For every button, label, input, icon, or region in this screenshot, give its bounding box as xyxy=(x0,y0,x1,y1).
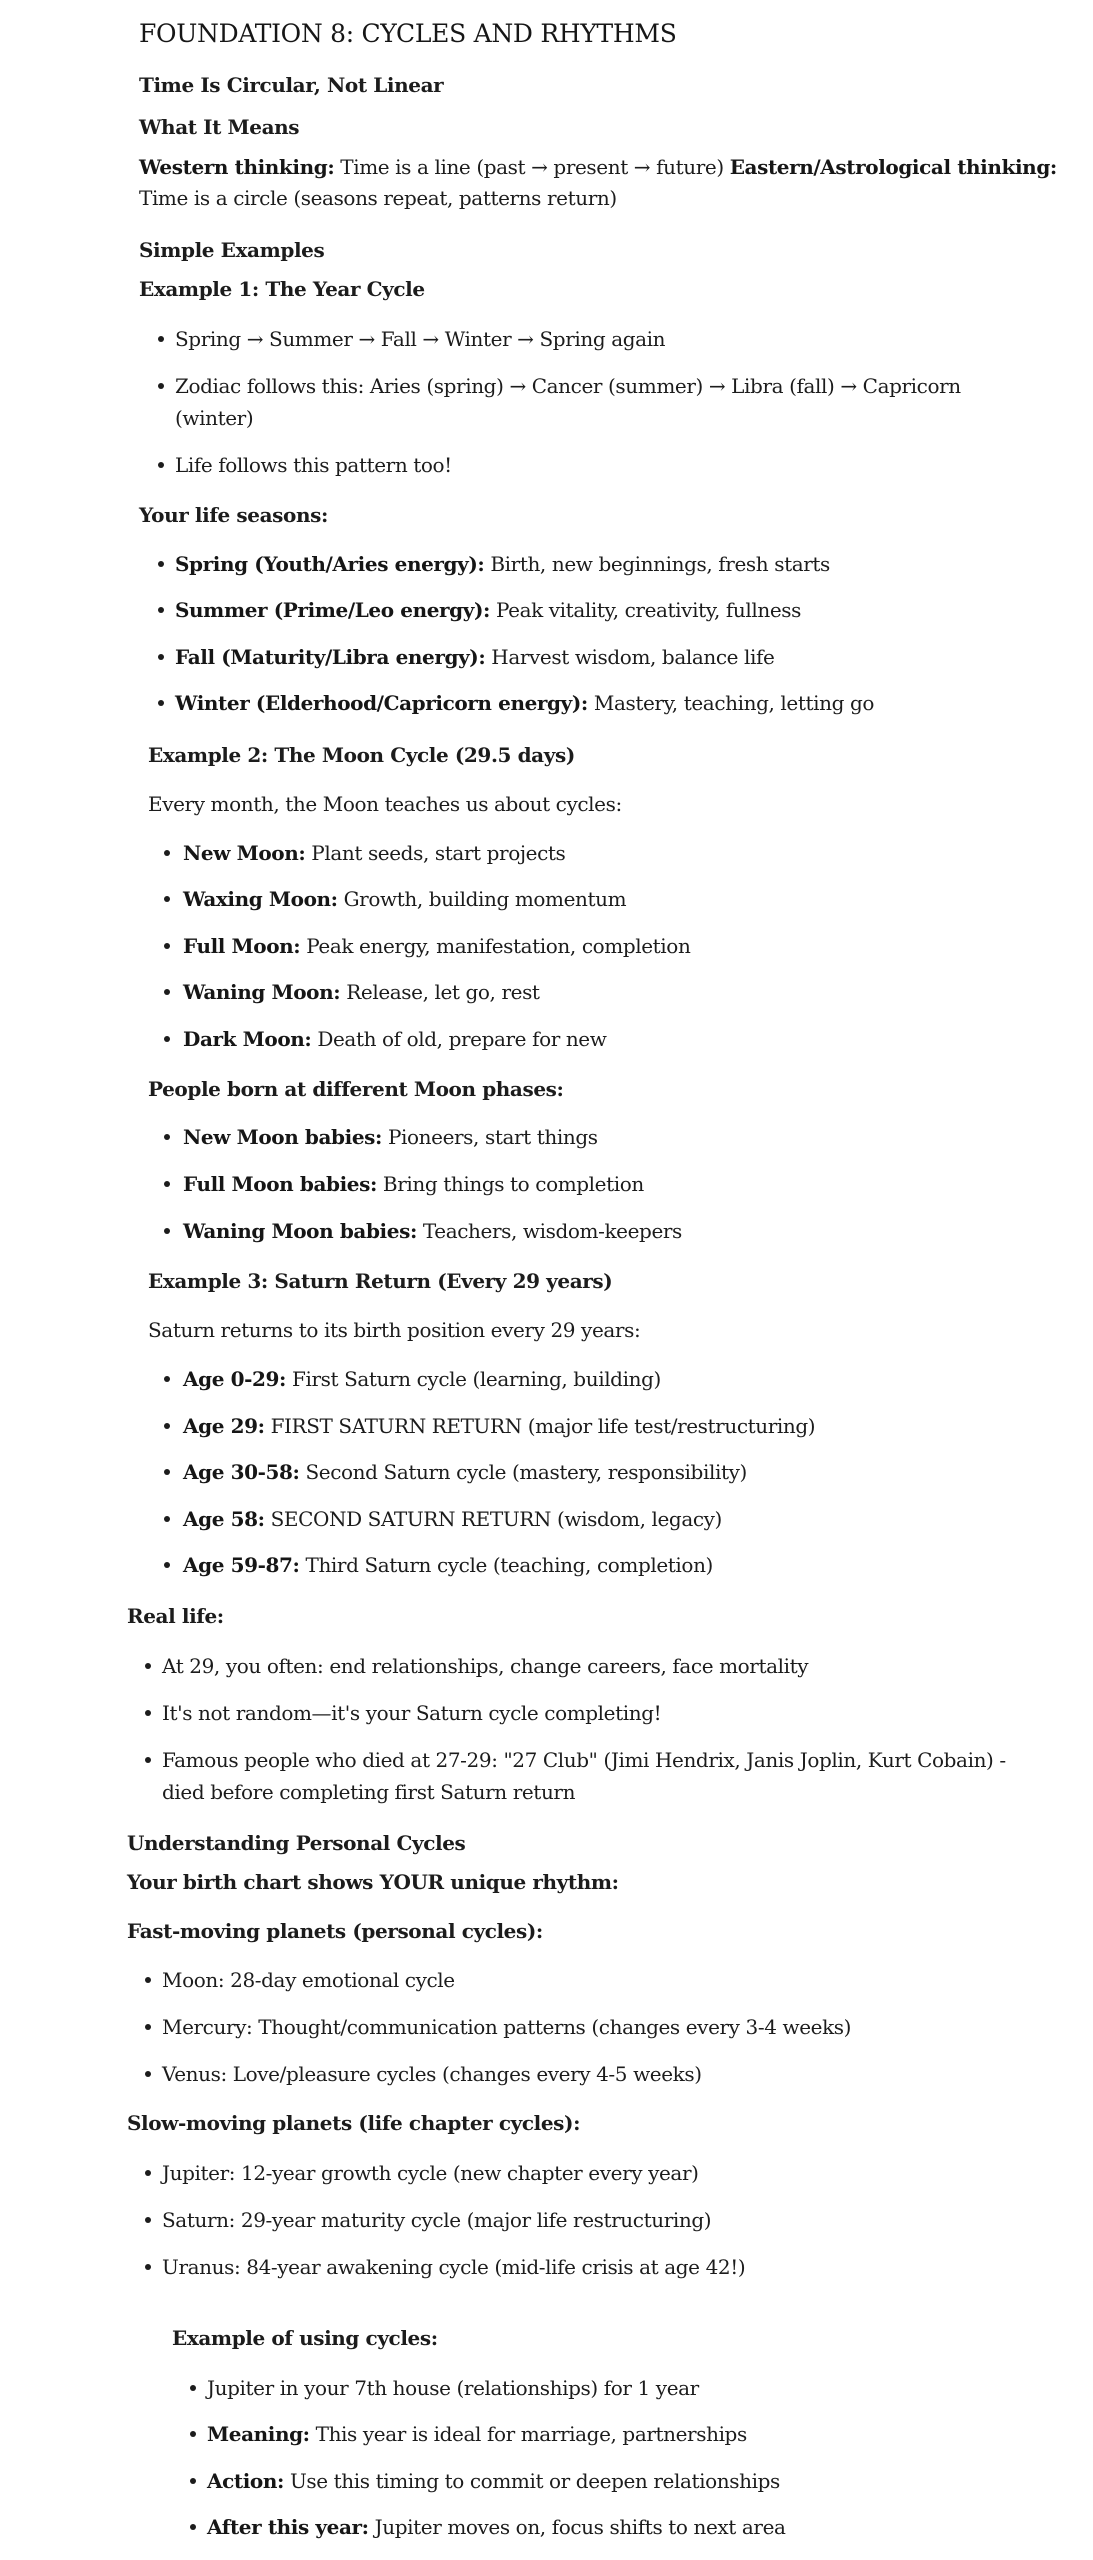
bullet xyxy=(158,336,164,342)
bullet xyxy=(158,462,164,468)
bullet xyxy=(145,1757,151,1763)
bullet xyxy=(164,943,170,949)
using-label: Action: xyxy=(207,2469,284,2493)
list-item: Jupiter: 12-year growth cycle (new chapter every year) xyxy=(162,2161,699,2185)
moon-born-heading: People born at different Moon phases: xyxy=(148,1077,564,1101)
bullet xyxy=(145,2170,151,2176)
phase-text: Plant seeds, start projects xyxy=(305,841,566,865)
babies-label: Full Moon babies: xyxy=(183,1172,377,1196)
bullet xyxy=(164,1469,170,1475)
bullet xyxy=(164,1036,170,1042)
season-text: Birth, new beginnings, fresh starts xyxy=(484,552,830,576)
personal-cycles-heading: Understanding Personal Cycles xyxy=(127,1831,466,1855)
list-item: At 29, you often: end relationships, change careers, face mortality xyxy=(162,1654,809,1678)
list-item xyxy=(207,2469,780,2493)
season-label: Fall (Maturity/Libra energy): xyxy=(175,645,486,669)
using-label: After this year: xyxy=(207,2515,369,2539)
bullet xyxy=(164,1562,170,1568)
using-text: This year is ideal for marriage, partnerships xyxy=(309,2422,747,2446)
subheading-what-it-means: What It Means xyxy=(139,115,300,139)
eastern-thinking-text: Time is a circle (seasons repeat, patterns return) xyxy=(139,186,617,210)
list-item xyxy=(183,1507,722,1531)
page-title: FOUNDATION 8: CYCLES AND RHYTHMS xyxy=(139,19,677,48)
bullet xyxy=(164,1181,170,1187)
list-item xyxy=(183,1125,598,1149)
age-label: Age 58: xyxy=(183,1507,265,1531)
bullet xyxy=(145,1977,151,1983)
section-heading-time-circular: Time Is Circular, Not Linear xyxy=(139,73,444,97)
eastern-label: Eastern/Astrological thinking: xyxy=(729,155,1057,179)
example2-intro: Every month, the Moon teaches us about cycles: xyxy=(148,792,622,816)
season-text: Peak vitality, creativity, fullness xyxy=(490,598,801,622)
bullet xyxy=(145,2217,151,2223)
bullet xyxy=(190,2431,196,2437)
bullet xyxy=(158,700,164,706)
phase-label: Full Moon: xyxy=(183,934,301,958)
list-item xyxy=(207,2422,747,2446)
list-item xyxy=(183,887,626,911)
bullet xyxy=(145,1710,151,1716)
season-label: Summer (Prime/Leo energy): xyxy=(175,598,491,622)
bullet xyxy=(190,2478,196,2484)
life-seasons-heading: Your life seasons: xyxy=(139,503,328,527)
bullet xyxy=(164,1376,170,1382)
bullet xyxy=(158,383,164,389)
list-item: Saturn: 29-year maturity cycle (major life restructuring) xyxy=(162,2208,712,2232)
list-item xyxy=(207,2515,786,2539)
bullet xyxy=(164,1516,170,1522)
bullet xyxy=(158,654,164,660)
phase-label: New Moon: xyxy=(183,841,306,865)
bullet xyxy=(145,1663,151,1669)
phase-text: Release, let go, rest xyxy=(340,980,540,1004)
list-item: Uranus: 84-year awakening cycle (mid-life crisis at age 42!) xyxy=(162,2255,746,2279)
phase-text: Peak energy, manifestation, completion xyxy=(300,934,691,958)
example3-heading: Example 3: Saturn Return (Every 29 years) xyxy=(148,1269,613,1293)
bullet xyxy=(164,1134,170,1140)
list-item: It's not random—it's your Saturn cycle completing! xyxy=(162,1701,662,1725)
phase-label: Dark Moon: xyxy=(183,1027,312,1051)
using-label: Meaning: xyxy=(207,2422,310,2446)
bullet xyxy=(145,2071,151,2077)
list-item xyxy=(183,1367,661,1391)
age-label: Age 59-87: xyxy=(183,1553,300,1577)
age-text: Second Saturn cycle (mastery, responsibility) xyxy=(299,1460,747,1484)
bullet xyxy=(164,896,170,902)
list-item xyxy=(183,1027,606,1051)
phase-text: Growth, building momentum xyxy=(337,887,627,911)
list-item xyxy=(183,1172,644,1196)
babies-label: Waning Moon babies: xyxy=(183,1219,417,1243)
age-label: Age 0-29: xyxy=(183,1367,287,1391)
list-item xyxy=(175,598,801,622)
list-item xyxy=(175,552,830,576)
real-life-heading: Real life: xyxy=(127,1604,224,1628)
list-item xyxy=(183,841,565,865)
age-text: Third Saturn cycle (teaching, completion) xyxy=(299,1553,713,1577)
phase-label: Waxing Moon: xyxy=(183,887,338,911)
using-cycles-heading: Example of using cycles: xyxy=(172,2326,438,2350)
list-item: Zodiac follows this: Aries (spring) → Cancer (summer) → Libra (fall) → Capricorn xyxy=(175,374,961,398)
phase-label: Waning Moon: xyxy=(183,980,341,1004)
age-label: Age 30-58: xyxy=(183,1460,300,1484)
list-item: Moon: 28-day emotional cycle xyxy=(162,1968,455,1992)
bullet xyxy=(158,561,164,567)
list-item xyxy=(183,1219,682,1243)
list-item xyxy=(183,934,690,958)
simple-examples-heading: Simple Examples xyxy=(139,238,325,262)
list-item xyxy=(175,691,874,715)
slow-planets-heading: Slow-moving planets (life chapter cycles): xyxy=(127,2111,581,2135)
birth-chart-heading: Your birth chart shows YOUR unique rhythm: xyxy=(127,1870,619,1894)
list-item-continuation: (winter) xyxy=(175,406,254,430)
using-text: Jupiter moves on, focus shifts to next area xyxy=(368,2515,786,2539)
bullet xyxy=(164,1423,170,1429)
babies-label: New Moon babies: xyxy=(183,1125,383,1149)
list-item xyxy=(183,1553,713,1577)
babies-text: Bring things to completion xyxy=(376,1172,644,1196)
bullet xyxy=(158,607,164,613)
list-item: Jupiter in your 7th house (relationships) for 1 year xyxy=(207,2376,699,2400)
age-label: Age 29: xyxy=(183,1414,265,1438)
list-item: Famous people who died at 27-29: "27 Club" (Jimi Hendrix, Janis Joplin, Kurt Cobain) - xyxy=(162,1748,1006,1772)
age-text: FIRST SATURN RETURN (major life test/restructuring) xyxy=(264,1414,816,1438)
babies-text: Teachers, wisdom-keepers xyxy=(416,1219,682,1243)
list-item xyxy=(183,1414,815,1438)
western-text: Time is a line (past → present → future) xyxy=(334,155,730,179)
list-item xyxy=(183,1460,747,1484)
list-item xyxy=(175,645,774,669)
bullet xyxy=(164,850,170,856)
bullet xyxy=(145,2024,151,2030)
list-item: Life follows this pattern too! xyxy=(175,453,452,477)
bullet xyxy=(145,2264,151,2270)
list-item: Spring → Summer → Fall → Winter → Spring again xyxy=(175,327,666,351)
list-item-continuation: died before completing first Saturn return xyxy=(162,1780,576,1804)
example1-heading: Example 1: The Year Cycle xyxy=(139,277,425,301)
bullet xyxy=(190,2385,196,2391)
bullet xyxy=(164,989,170,995)
list-item: Mercury: Thought/communication patterns (changes every 3-4 weeks) xyxy=(162,2015,852,2039)
season-text: Mastery, teaching, letting go xyxy=(587,691,874,715)
bullet xyxy=(190,2524,196,2530)
season-text: Harvest wisdom, balance life xyxy=(485,645,775,669)
babies-text: Pioneers, start things xyxy=(382,1125,598,1149)
season-label: Winter (Elderhood/Capricorn energy): xyxy=(175,691,588,715)
western-label: Western thinking: xyxy=(139,155,335,179)
using-text: Use this timing to commit or deepen relationships xyxy=(284,2469,780,2493)
bullet xyxy=(164,1228,170,1234)
example3-intro: Saturn returns to its birth position every 29 years: xyxy=(148,1318,641,1342)
fast-planets-heading: Fast-moving planets (personal cycles): xyxy=(127,1919,543,1943)
age-text: SECOND SATURN RETURN (wisdom, legacy) xyxy=(264,1507,722,1531)
phase-text: Death of old, prepare for new xyxy=(311,1027,607,1051)
example2-heading: Example 2: The Moon Cycle (29.5 days) xyxy=(148,743,575,767)
western-thinking-paragraph xyxy=(139,155,1057,179)
list-item: Venus: Love/pleasure cycles (changes every 4-5 weeks) xyxy=(162,2062,702,2086)
season-label: Spring (Youth/Aries energy): xyxy=(175,552,485,576)
age-text: First Saturn cycle (learning, building) xyxy=(286,1367,661,1391)
list-item xyxy=(183,980,540,1004)
